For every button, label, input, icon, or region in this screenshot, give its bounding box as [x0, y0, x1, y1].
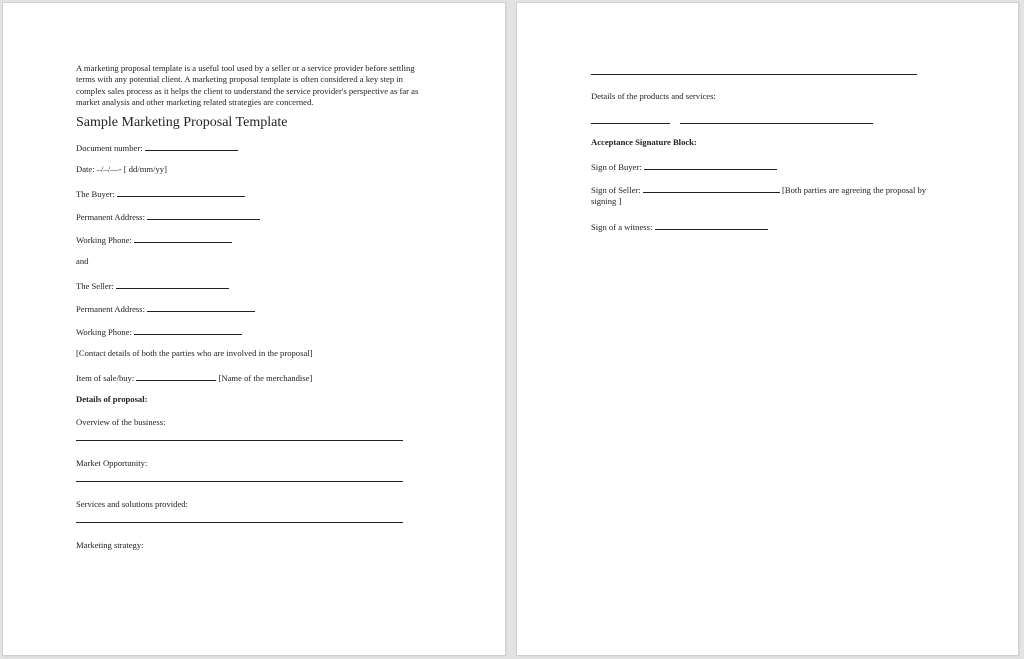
and-label: and [76, 256, 89, 267]
seller-phone-blank[interactable] [134, 325, 242, 335]
strategy-line[interactable] [591, 74, 917, 75]
date-label: Date: –/–/—- [ dd/mm/yy] [76, 164, 167, 175]
page-2-content [591, 63, 958, 243]
market-label: Market Opportunity: [76, 458, 148, 469]
seller-address-blank[interactable] [147, 302, 255, 312]
item-label: Item of sale/buy: [76, 373, 135, 384]
document-number-field [76, 141, 445, 152]
date-field [76, 164, 445, 175]
buyer-label: The Buyer: [76, 189, 115, 200]
overview-label: Overview of the business: [76, 417, 166, 428]
strategy-label: Marketing strategy: [76, 540, 144, 551]
intro-paragraph: A marketing proposal template is a useful tool used by a seller or a service provider before settling terms with any potential client. A marketing proposal template is often considered a key step in complex sales process as it helps the client to understand the service provider's perspective as far as market analysis and other marketing related strategies are concerned. [76, 63, 419, 107]
contact-note-text: [Contact details of both the parties who are involved in the proposal] [76, 348, 313, 359]
buyer-address-label: Permanent Address: [76, 212, 145, 223]
sign-witness-field [591, 220, 958, 231]
sign-witness-label: Sign of a witness: [591, 221, 653, 232]
sign-buyer-field [591, 160, 958, 171]
buyer-phone-label: Working Phone: [76, 235, 132, 246]
signature-heading: Acceptance Signature Block: [591, 137, 697, 147]
sign-seller-blank[interactable] [643, 183, 780, 193]
buyer-blank[interactable] [117, 187, 245, 197]
buyer-field [76, 187, 445, 198]
products-lines [591, 114, 958, 126]
market-line[interactable] [76, 481, 403, 482]
overview-line[interactable] [76, 440, 403, 441]
and-text [76, 256, 445, 267]
buyer-address-field [76, 210, 445, 221]
sign-seller-label: Sign of Seller: [591, 185, 641, 195]
page-1-content [76, 63, 445, 563]
buyer-phone-field [76, 233, 445, 244]
sign-buyer-blank[interactable] [644, 160, 777, 170]
seller-phone-label: Working Phone: [76, 327, 132, 338]
services-line[interactable] [76, 522, 403, 523]
sign-buyer-label: Sign of Buyer: [591, 162, 642, 172]
seller-address-label: Permanent Address: [76, 304, 145, 315]
details-heading-text: Details of proposal: [76, 394, 148, 405]
buyer-address-blank[interactable] [147, 210, 260, 220]
products-blank-2[interactable] [680, 114, 873, 124]
seller-note: [Both parties are agreeing the proposal by signing ] [591, 185, 927, 207]
services-label: Services and solutions provided: [76, 499, 188, 510]
document-page-1 [3, 3, 505, 655]
seller-blank[interactable] [116, 279, 229, 289]
document-page-2 [517, 3, 1018, 655]
seller-field [76, 279, 445, 290]
contact-note [76, 348, 445, 359]
item-blank[interactable] [136, 371, 216, 381]
document-number-label: Document number: [76, 143, 143, 154]
buyer-phone-blank[interactable] [134, 233, 232, 243]
seller-address-field [76, 302, 445, 313]
products-label: Details of the products and services: [591, 91, 716, 101]
seller-label: The Seller: [76, 281, 114, 292]
item-field [76, 371, 445, 382]
document-number-blank[interactable] [145, 141, 238, 151]
item-note: [Name of the merchandise] [218, 373, 313, 384]
details-heading [76, 394, 445, 405]
sign-seller-field [591, 183, 951, 208]
document-title: Sample Marketing Proposal Template [76, 115, 288, 131]
seller-phone-field [76, 325, 445, 336]
sign-witness-blank[interactable] [655, 220, 768, 230]
products-blank-1[interactable] [591, 114, 670, 124]
